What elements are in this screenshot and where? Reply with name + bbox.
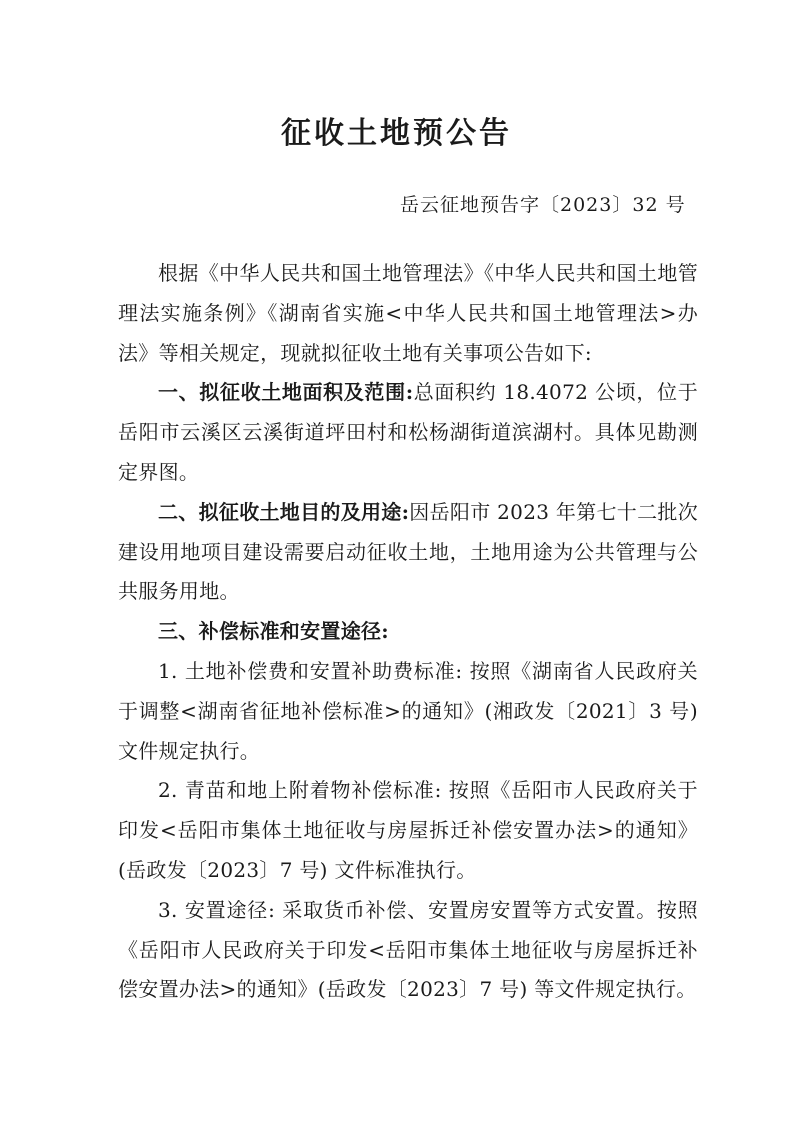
section-1-text: 总面积约 18.4072 公顷，位于岳阳市云溪区云溪街道坪田村和松杨湖街道滨湖村。具体见勘测定界图。 [118, 380, 698, 484]
document-title: 征收土地预公告 [281, 116, 512, 151]
section-3-heading: 三、补偿标准和安置途径: [158, 619, 389, 644]
document-number: 岳云征地预告字〔2023〕32 号 [400, 194, 686, 216]
intro-paragraph: 根据《中华人民共和国土地管理法》《中华人民共和国土地管理法实施条例》《湖南省实施<中华人民共和国土地管理法>办法》等相关规定，现就拟征收土地有关事项公告如下: [118, 261, 698, 365]
section-3-item-2: 2. 青苗和地上附着物补偿标准: 按照《岳阳市人民政府关于印发<岳阳市集体土地征收与房屋拆迁补偿安置办法>的通知》(岳政发〔2023〕7 号) 文件标准执行。 [118, 778, 698, 882]
section-2-heading: 二、拟征收土地目的及用途: [158, 499, 410, 524]
section-2-text: 因岳阳市 2023 年第七十二批次建设用地项目建设需要启动征收土地，土地用途为公共管理与公共服务用地。 [118, 499, 699, 604]
section-3-item-3: 3. 安置途径: 采取货币补偿、安置房安置等方式安置。按照《岳阳市人民政府关于印发<岳阳市集体土地征收与房屋拆迁补偿安置办法>的通知》(岳政发〔2023〕7 号) 等文件规定执行。 [118, 897, 698, 1002]
document-body [118, 254, 698, 1010]
section-3-item-1: 1. 土地补偿费和安置补助费标准: 按照《湖南省人民政府关于调整<湖南省征地补偿标准>的通知》(湘政发〔2021〕3 号) 文件规定执行。 [118, 658, 698, 763]
section-1-paragraph [118, 373, 698, 492]
section-1-heading: 一、拟征收土地面积及范围: [158, 380, 414, 405]
section-2-paragraph [118, 493, 698, 612]
